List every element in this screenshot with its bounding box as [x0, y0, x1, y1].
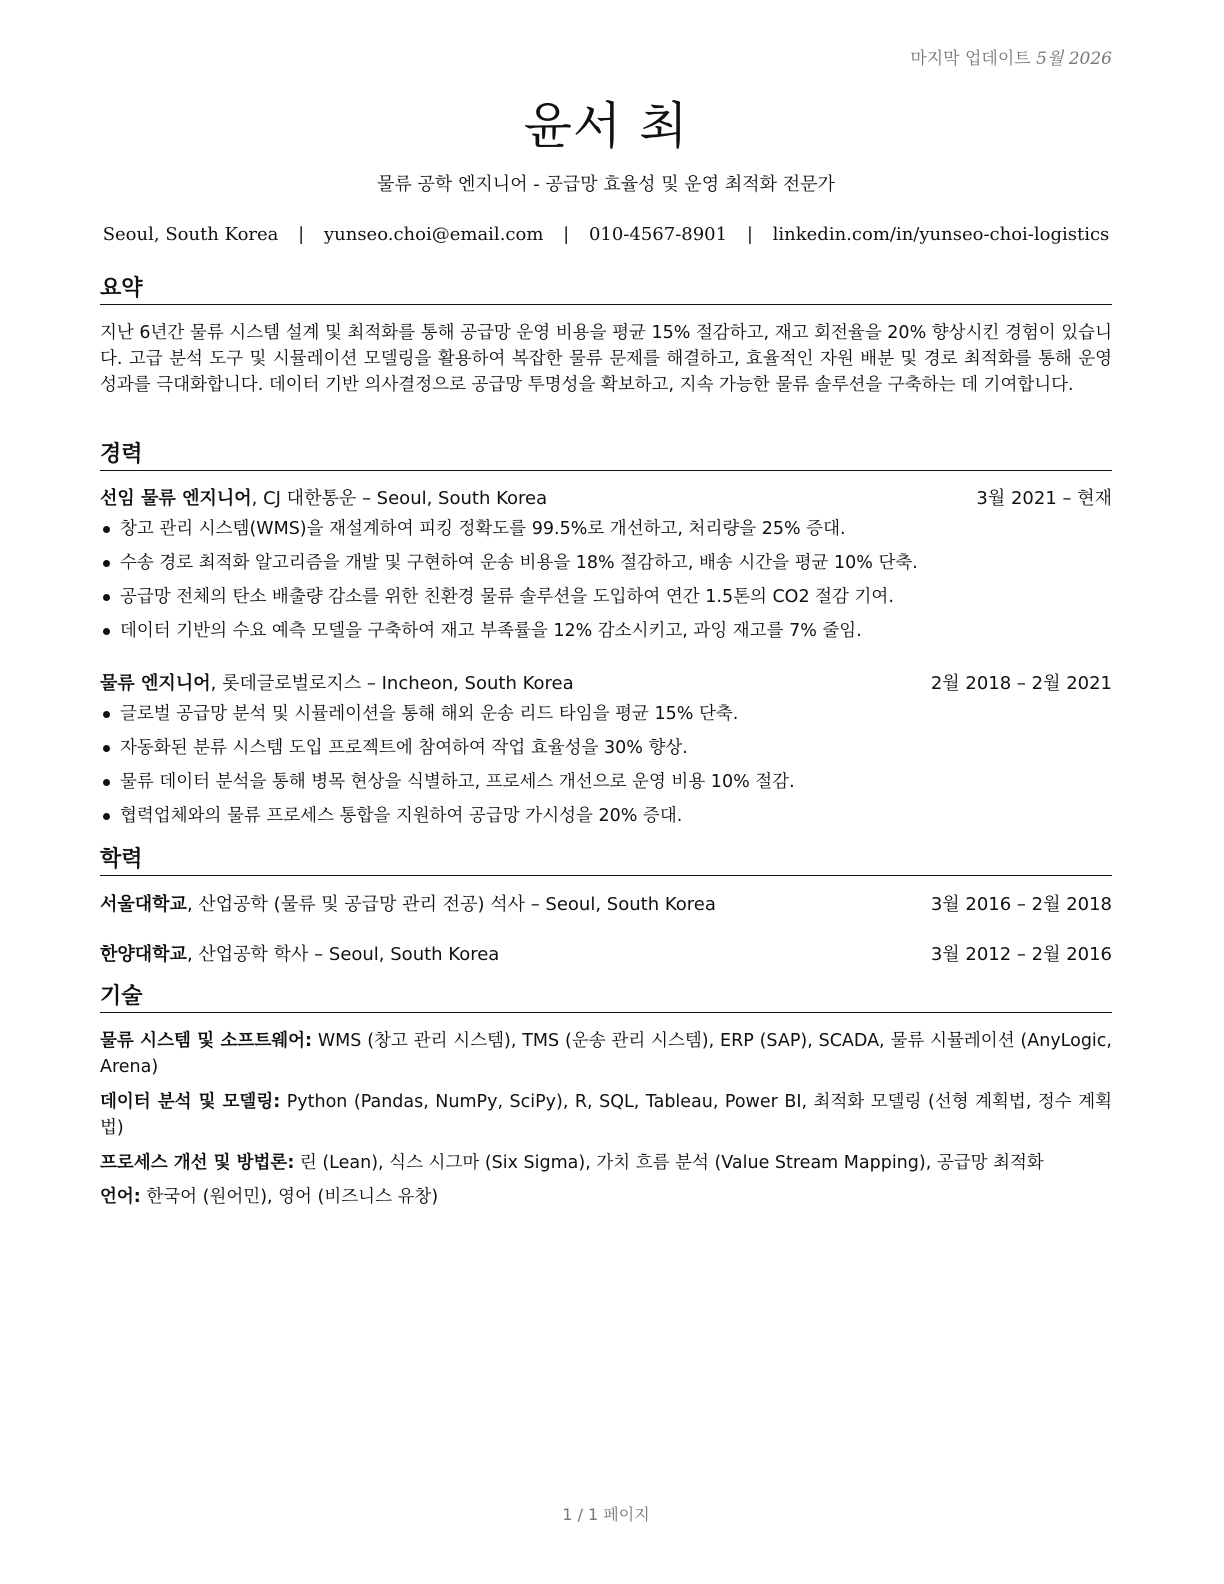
education-school: 서울대학교	[100, 894, 187, 915]
education-dates: 3월 2016 – 2월 2018	[930, 894, 1112, 915]
job-role: 물류 엔지니어	[100, 673, 211, 694]
contact-separator: |	[563, 224, 570, 245]
job-bullets	[100, 516, 1112, 652]
skill-label: 프로세스 개선 및 방법론:	[100, 1153, 295, 1173]
job-company: , 롯데글로벌로지스 – Incheon, South Korea	[210, 673, 574, 694]
contact-phone[interactable]: 010-4567-8901	[588, 224, 728, 245]
job-company: , CJ 대한통운 – Seoul, South Korea	[251, 488, 548, 509]
skill-text: Python (Pandas, NumPy, SciPy), R, SQL, Tableau, Power BI, 최적화 모델링 (선형 계획법, 정수 계획법)	[100, 1092, 1113, 1138]
last-updated	[910, 44, 1112, 69]
contact-linkedin[interactable]: linkedin.com/in/yunseo-choi-logistics	[772, 224, 1110, 245]
education-dates: 3월 2012 – 2월 2016	[930, 944, 1112, 965]
job-dates: 2월 2018 – 2월 2021	[930, 673, 1112, 694]
job-bullet: 자동화된 분류 시스템 도입 프로젝트에 참여하여 작업 효율성을 30% 향상.	[100, 735, 1112, 769]
skill-label: 물류 시스템 및 소프트웨어:	[100, 1031, 313, 1051]
job-bullet: 수송 경로 최적화 알고리즘을 개발 및 구현하여 운송 비용을 18% 절감하고, 배송 시간을 평균 10% 단축.	[100, 550, 1112, 584]
job-bullet: 물류 데이터 분석을 통해 병목 현상을 식별하고, 프로세스 개선으로 운영 비용 10% 절감.	[100, 769, 1112, 803]
job-header	[100, 671, 1112, 697]
skill-text: 한국어 (원어민), 영어 (비즈니스 유창)	[140, 1187, 439, 1207]
education-detail: , 산업공학 학사 – Seoul, South Korea	[186, 944, 500, 965]
job-bullet: 창고 관리 시스템(WMS)을 재설계하여 피킹 정확도를 99.5%로 개선하고, 처리량을 25% 증대.	[100, 516, 1112, 550]
last-updated-date: 5월 2026	[1036, 49, 1112, 69]
section-title-education: 학력	[100, 847, 1112, 876]
job-header	[100, 486, 1112, 512]
skill-label: 언어:	[100, 1187, 141, 1207]
job-role: 선임 물류 엔지니어	[100, 488, 252, 509]
job-bullet: 공급망 전체의 탄소 배출량 감소를 위한 친환경 물류 솔루션을 도입하여 연간 1.5톤의 CO2 절감 기여.	[100, 584, 1112, 618]
last-updated-label: 마지막 업데이트	[910, 49, 1031, 69]
skill-row	[100, 1089, 1112, 1141]
section-title-experience: 경력	[100, 442, 1112, 471]
education-item	[100, 892, 1112, 918]
education-item	[100, 942, 1112, 968]
skill-row	[100, 1028, 1112, 1080]
job-dates: 3월 2021 – 현재	[976, 488, 1112, 509]
section-title-skills: 기술	[100, 984, 1112, 1013]
job-bullet: 협력업체와의 물류 프로세스 통합을 지원하여 공급망 가시성을 20% 증대.	[100, 803, 1112, 837]
contact-email[interactable]: yunseo.choi@email.com	[323, 224, 544, 245]
job-bullet: 데이터 기반의 수요 예측 모델을 구축하여 재고 부족률을 12% 감소시키고, 과잉 재고를 7% 줄임.	[100, 618, 1112, 652]
candidate-name: 윤서 최	[523, 97, 689, 155]
contact-line	[100, 224, 1112, 245]
page-number: 1 / 1 페이지	[562, 1505, 650, 1524]
section-title-summary: 요약	[100, 276, 1112, 305]
education-detail: , 산업공학 (물류 및 공급망 관리 전공) 석사 – Seoul, South Korea	[186, 894, 716, 915]
job-bullet: 글로벌 공급망 분석 및 시뮬레이션을 통해 해외 운송 리드 타임을 평균 15% 단축.	[100, 701, 1112, 735]
skill-text: WMS (창고 관리 시스템), TMS (운송 관리 시스템), ERP (SAP), SCADA, 물류 시뮬레이션 (AnyLogic, Arena)	[100, 1031, 1112, 1077]
skill-row	[100, 1150, 1112, 1176]
education-school: 한양대학교	[100, 944, 187, 965]
skill-text: 린 (Lean), 식스 시그마 (Six Sigma), 가치 흐름 분석 (Value Stream Mapping), 공급망 최적화	[294, 1153, 1044, 1173]
candidate-headline: 물류 공학 엔지니어 - 공급망 효율성 및 운영 최적화 전문가	[377, 174, 835, 195]
summary-text: 지난 6년간 물류 시스템 설계 및 최적화를 통해 공급망 운영 비용을 평균 15% 절감하고, 재고 회전율을 20% 향상시킨 경험이 있습니다. 고급 분석 도구 및 시뮬레이션 모델링을 활용하여 복잡한 물류 문제를 해결하고, 효율적인 자원 배분 및 경로 최적화를 통해 운영 성과를 극대화합니다. 데이터 기반 의사결정으로 공급망 투명성을 확보하고, 지속 가능한 물류 솔루션을 구축하는 데 기여합니다.	[100, 323, 1112, 395]
skill-label: 데이터 분석 및 모델링:	[100, 1092, 281, 1112]
resume-page	[100, 0, 1112, 1584]
job-bullets	[100, 701, 1112, 837]
skill-row	[100, 1184, 1112, 1210]
contact-location: Seoul, South Korea	[102, 224, 279, 245]
contact-separator: |	[298, 224, 305, 245]
contact-separator: |	[746, 224, 753, 245]
